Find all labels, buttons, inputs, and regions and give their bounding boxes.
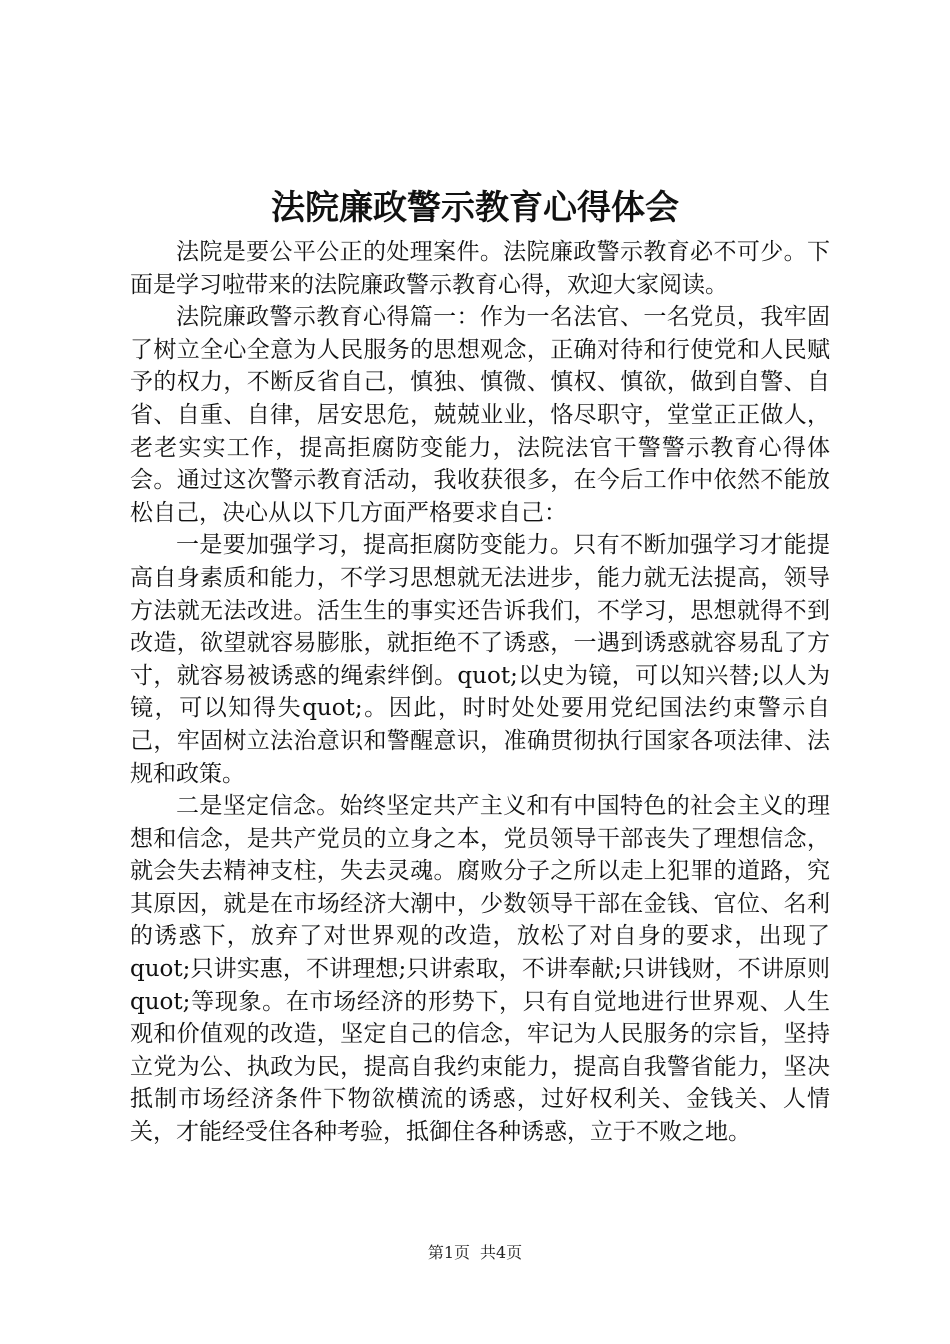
- paragraph-point-one: 一是要加强学习，提高拒腐防变能力。只有不断加强学习才能提高自身素质和能力，不学习思想就无法进步，能力就无法提高，领导方法就无法改进。活生生的事实还告诉我们，不学习，思想就得不到改造，欲望就容易膨胀，就拒绝不了诱惑，一遇到诱惑就容易乱了方寸，就容易被诱惑的绳索绊倒。quot;以史为镜，可以知兴替;以人为镜，可以知得失quot;。因此，时时处处要用党纪国法约束警示自己，牢固树立法治意识和警醒意识，准确贯彻执行国家各项法律、法规和政策。: [130, 532, 830, 787]
- paragraph-intro: 法院是要公平公正的处理案件。法院廉政警示教育必不可少。下面是学习啦带来的法院廉政警示教育心得，欢迎大家阅读。: [130, 239, 830, 298]
- page-total: 共4页: [480, 1243, 523, 1262]
- document-title: 法院廉政警示教育心得体会: [271, 188, 679, 228]
- page-footer: [0, 1242, 950, 1264]
- paragraph-point-two: 二是坚定信念。始终坚定共产主义和有中国特色的社会主义的理想和信念，是共产党员的立身之本，党员领导干部丧失了理想信念，就会失去精神支柱，失去灵魂。腐败分子之所以走上犯罪的道路，究其原因，就是在市场经济大潮中，少数领导干部在金钱、官位、名利的诱惑下，放弃了对世界观的改造，放松了对自身的要求，出现了quot;只讲实惠，不讲理想;只讲索取，不讲奉献;只讲钱财，不讲原则quot;等现象。在市场经济的形势下，只有自觉地进行世界观、人生观和价值观的改造，坚定自己的信念，牢记为人民服务的宗旨，坚持立党为公、执政为民，提高自我约束能力，提高自我警省能力，坚决抵制市场经济条件下物欲横流的诱惑，过好权利关、金钱关、人情关，才能经受住各种考验，抵御住各种诱惑，立于不败之地。: [130, 793, 830, 1146]
- document-body: [130, 236, 830, 1149]
- paragraph-part-one: 法院廉政警示教育心得篇一：作为一名法官、一名党员，我牢固了树立全心全意为人民服务的思想观念，正确对待和行使党和人民赋予的权力，不断反省自己，慎独、慎微、慎权、慎欲，做到自警、自省、自重、自律，居安思危，兢兢业业，恪尽职守，堂堂正正做人，老老实实工作，提高拒腐防变能力，法院法官干警警示教育心得体会。通过这次警示教育活动，我收获很多，在今后工作中依然不能放松自己，决心从以下几方面严格要求自己：: [130, 304, 830, 526]
- page-number: 第1页: [427, 1243, 470, 1262]
